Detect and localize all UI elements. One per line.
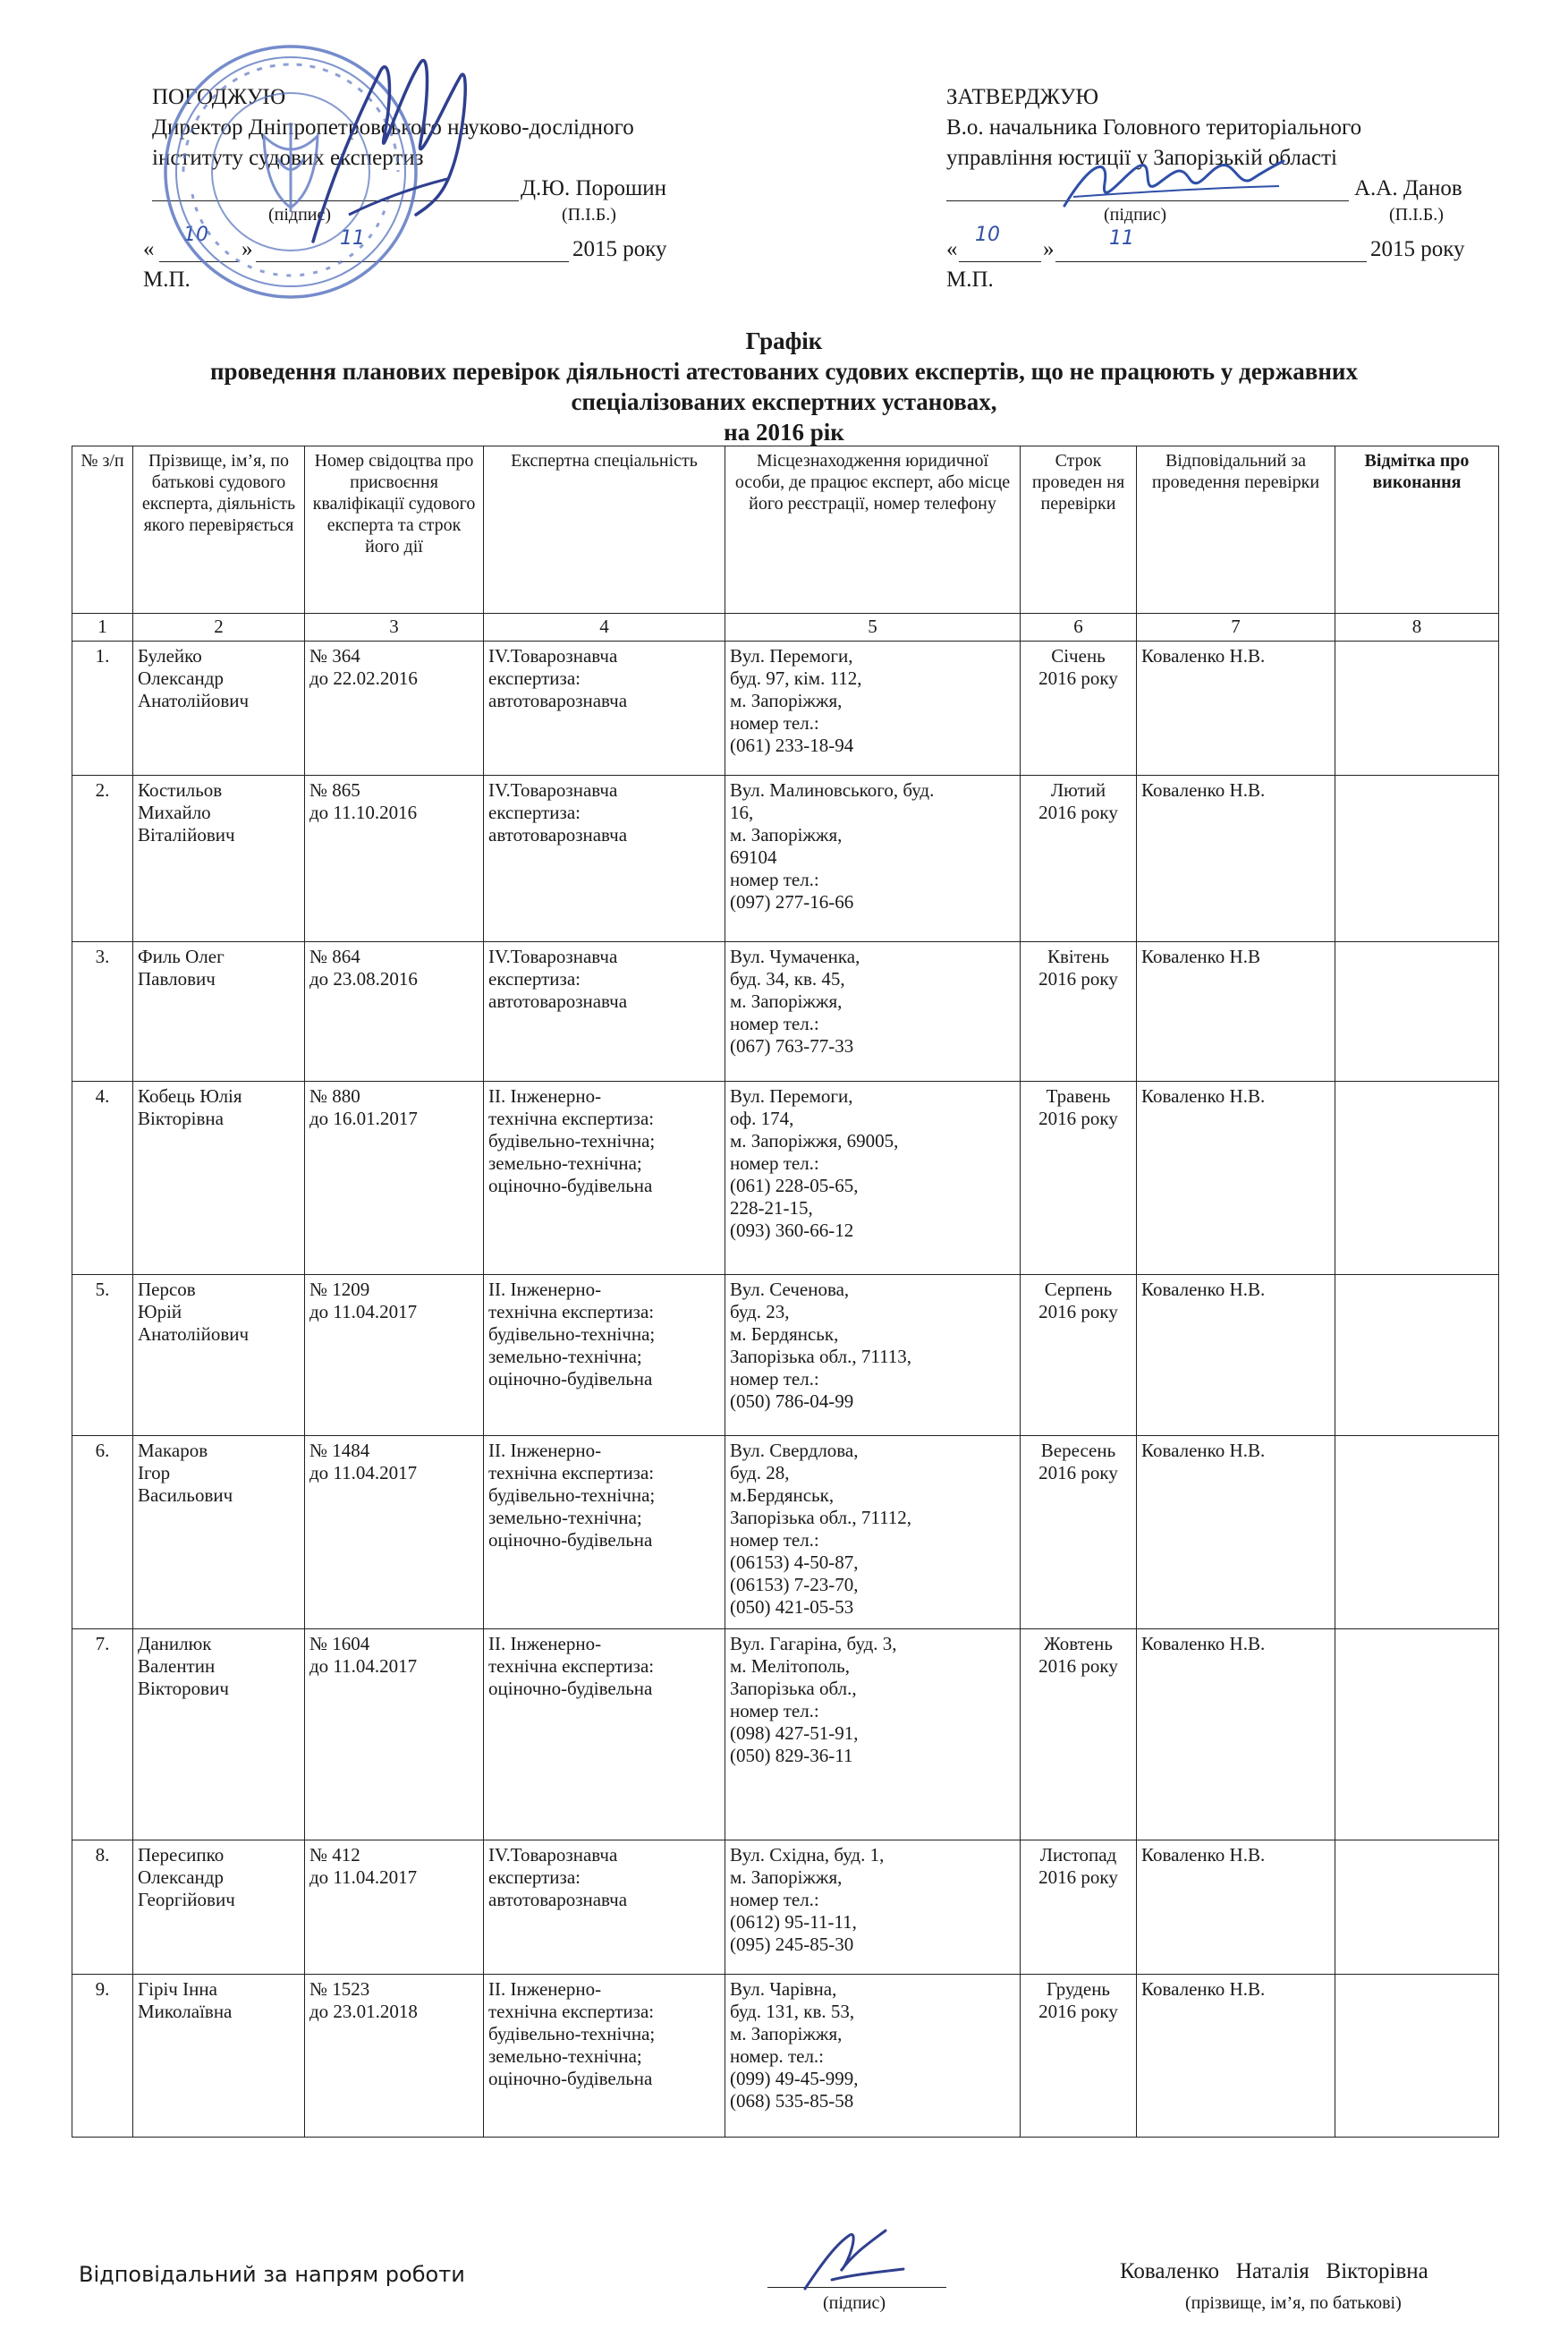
row-number-cell: 9. (72, 1975, 133, 2138)
responsible-cell: Коваленко Н.В (1137, 942, 1335, 1082)
approve-right-name-caption: (П.І.Б.) (1389, 205, 1444, 225)
approve-right-signature-caption: (підпис) (1104, 205, 1167, 225)
row-number-cell: 7. (72, 1629, 133, 1840)
responsible-cell: Коваленко Н.В. (1137, 776, 1335, 942)
footer-signature-caption: (підпис) (823, 2293, 886, 2313)
table-body (72, 642, 1499, 2138)
table-row (72, 1975, 1499, 2138)
approve-left-heading: ПОГОДЖУЮ (152, 85, 286, 109)
expert-name-cell: Гіріч Інна Миколаївна (133, 1975, 305, 2138)
column-number: 7 (1137, 614, 1335, 642)
row-number-cell: 1. (72, 642, 133, 776)
responsible-cell: Коваленко Н.В. (1137, 1629, 1335, 1840)
term-cell: Серпень 2016 року (1021, 1275, 1137, 1436)
approve-right-day-line (959, 261, 1041, 262)
term-cell: Грудень 2016 року (1021, 1975, 1137, 2138)
term-cell: Жовтень 2016 року (1021, 1629, 1137, 1840)
certificate-cell: № 364 до 22.02.2016 (305, 642, 484, 776)
table-row (72, 1629, 1499, 1840)
certificate-cell: № 1604 до 11.04.2017 (305, 1629, 484, 1840)
term-cell: Січень 2016 року (1021, 642, 1137, 776)
approve-right-date-mid: » (1043, 237, 1055, 261)
expert-name-cell: Кобець Юлія Вікторівна (133, 1082, 305, 1275)
document-title: Графік (745, 327, 823, 354)
expert-name-cell: Макаров Ігор Васильович (133, 1436, 305, 1629)
inspection-schedule-table (72, 446, 1499, 2138)
certificate-cell: № 412 до 11.04.2017 (305, 1840, 484, 1975)
term-cell: Лютий 2016 року (1021, 776, 1137, 942)
specialty-cell: ІV.Товарознавча експертиза: автотоварознавча (484, 776, 725, 942)
address-cell: Вул. Сеченова, буд. 23, м. Бердянськ, Запорізька обл., 71113, номер тел.: (050) 786-04-99 (725, 1275, 1021, 1436)
document-subtitle-line1: проведення планових перевірок діяльності атестованих судових експертів, що не працюють у державних (210, 358, 1358, 385)
header-specialty: Експертна спеціальність (484, 446, 725, 614)
header-number: № з/п (72, 446, 133, 614)
certificate-cell: № 865 до 11.10.2016 (305, 776, 484, 942)
approve-right-month-line (1055, 261, 1367, 262)
table-row (72, 1840, 1499, 1975)
address-cell: Вул. Малиновського, буд. 16, м. Запоріжжя, 69104 номер тел.: (097) 277-16-66 (725, 776, 1021, 942)
header-address: Місцезнаходження юридичної особи, де працює експерт, або місце його реєстрації, номер телефону (725, 446, 1021, 614)
footer-signature-icon (787, 2217, 921, 2298)
completion-mark-cell (1335, 776, 1499, 942)
responsible-cell: Коваленко Н.В. (1137, 1082, 1335, 1275)
certificate-cell: № 880 до 16.01.2017 (305, 1082, 484, 1275)
table-row (72, 642, 1499, 776)
completion-mark-cell (1335, 1436, 1499, 1629)
completion-mark-cell (1335, 942, 1499, 1082)
table-row (72, 1436, 1499, 1629)
table-row (72, 1275, 1499, 1436)
expert-name-cell: Костильов Михайло Віталійович (133, 776, 305, 942)
approve-right-date-day: 10 (975, 224, 1000, 246)
table-row (72, 942, 1499, 1082)
term-cell: Листопад 2016 року (1021, 1840, 1137, 1975)
completion-mark-cell (1335, 1840, 1499, 1975)
specialty-cell: ІІ. Інженерно- технічна експертиза: будівельно-технічна; земельно-технічна; оціночно-будівельна (484, 1436, 725, 1629)
footer-responsible-name: Коваленко Наталія Вікторівна (1120, 2259, 1428, 2283)
footer-responsible-label: Відповідальний за напрям роботи (79, 2262, 465, 2287)
approve-left-line2: інституту судових експертиз (152, 146, 424, 170)
certificate-cell: № 1209 до 11.04.2017 (305, 1275, 484, 1436)
column-number-row (72, 614, 1499, 642)
expert-name-cell: Персов Юрій Анатолійович (133, 1275, 305, 1436)
column-number: 4 (484, 614, 725, 642)
column-number: 6 (1021, 614, 1137, 642)
header-expert-name: Прізвище, ім’я, по батькові судового експерта, діяльність якого перевіряється (133, 446, 305, 614)
expert-name-cell: Пересипко Олександр Георгійович (133, 1840, 305, 1975)
specialty-cell: ІІ. Інженерно- технічна експертиза: будівельно-технічна; земельно-технічна; оціночно-будівельна (484, 1975, 725, 2138)
specialty-cell: ІІ. Інженерно- технічна експертиза: будівельно-технічна; земельно-технічна; оціночно-будівельна (484, 1275, 725, 1436)
approve-right-date-year: 2015 року (1370, 237, 1465, 261)
address-cell: Вул. Перемоги, оф. 174, м. Запоріжжя, 69005, номер тел.: (061) 228-05-65, 228-21-15, (093) 360-66-12 (725, 1082, 1021, 1275)
approve-right-name: А.А. Данов (1354, 176, 1462, 200)
row-number-cell: 2. (72, 776, 133, 942)
column-number: 8 (1335, 614, 1499, 642)
expert-name-cell: Булейко Олександр Анатолійович (133, 642, 305, 776)
row-number-cell: 8. (72, 1840, 133, 1975)
responsible-cell: Коваленко Н.В. (1137, 1275, 1335, 1436)
approve-left-date-day: 10 (183, 224, 208, 246)
specialty-cell: ІV.Товарознавча експертиза: автотоварознавча (484, 942, 725, 1082)
responsible-cell: Коваленко Н.В. (1137, 1436, 1335, 1629)
certificate-cell: № 1523 до 23.01.2018 (305, 1975, 484, 2138)
completion-mark-cell (1335, 1082, 1499, 1275)
address-cell: Вул. Східна, буд. 1, м. Запоріжжя, номер тел.: (0612) 95-11-11, (095) 245-85-30 (725, 1840, 1021, 1975)
responsible-cell: Коваленко Н.В. (1137, 642, 1335, 776)
column-number: 5 (725, 614, 1021, 642)
approve-left-date-mid: » (242, 237, 253, 261)
approve-right-heading: ЗАТВЕРДЖУЮ (946, 85, 1099, 109)
term-cell: Квітень 2016 року (1021, 942, 1137, 1082)
approve-right-date-open: « (946, 237, 958, 261)
approve-left-date-month: 11 (340, 227, 365, 250)
header-certificate: Номер свідоцтва про присвоєння кваліфікації судового експерта та строк його дії (305, 446, 484, 614)
address-cell: Вул. Перемоги, буд. 97, кім. 112, м. Запоріжжя, номер тел.: (061) 233-18-94 (725, 642, 1021, 776)
column-number: 2 (133, 614, 305, 642)
column-number: 1 (72, 614, 133, 642)
approve-left-date-year: 2015 року (572, 237, 667, 261)
completion-mark-cell (1335, 1275, 1499, 1436)
header-completion-mark: Відмітка про виконання (1335, 446, 1499, 614)
table-header-row (72, 446, 1499, 614)
certificate-cell: № 864 до 23.08.2016 (305, 942, 484, 1082)
approve-right-line2: управління юстиції у Запорізькій області (946, 146, 1337, 170)
approve-left-date-open: « (143, 237, 155, 261)
header-responsible: Відповідальний за проведення перевірки (1137, 446, 1335, 614)
row-number-cell: 5. (72, 1275, 133, 1436)
approve-right-line1: В.о. начальника Головного територіального (946, 115, 1362, 140)
header-term: Строк проведен ня перевірки (1021, 446, 1137, 614)
address-cell: Вул. Свердлова, буд. 28, м.Бердянськ, Запорізька обл., 71112, номер тел.: (06153) 4-50-87, (06153) 7-23-70, (050) 421-05-53 (725, 1436, 1021, 1629)
completion-mark-cell (1335, 1629, 1499, 1840)
responsible-cell: Коваленко Н.В. (1137, 1975, 1335, 2138)
right-signature-icon (1055, 143, 1288, 224)
term-cell: Травень 2016 року (1021, 1082, 1137, 1275)
approve-right-date-month: 11 (1109, 227, 1134, 250)
completion-mark-cell (1335, 1975, 1499, 2138)
specialty-cell: ІІ. Інженерно- технічна експертиза: будівельно-технічна; земельно-технічна; оціночно-будівельна (484, 1082, 725, 1275)
approve-left-line1: Директор Дніпропетровського науково-дослідного (152, 115, 634, 140)
address-cell: Вул. Гагаріна, буд. 3, м. Мелітополь, Запорізька обл., номер тел.: (098) 427-51-91, (050) 829-36-11 (725, 1629, 1021, 1840)
expert-name-cell: Данилюк Валентин Вікторович (133, 1629, 305, 1840)
left-signature-icon (295, 36, 501, 259)
address-cell: Вул. Чумаченка, буд. 34, кв. 45, м. Запоріжжя, номер тел.: (067) 763-77-33 (725, 942, 1021, 1082)
approve-left-stamp-label: М.П. (143, 268, 191, 292)
specialty-cell: ІV.Товарознавча експертиза: автотоварознавча (484, 1840, 725, 1975)
document-subtitle-line3: на 2016 рік (724, 419, 844, 446)
row-number-cell: 3. (72, 942, 133, 1082)
row-number-cell: 6. (72, 1436, 133, 1629)
table-row (72, 776, 1499, 942)
completion-mark-cell (1335, 642, 1499, 776)
approve-left-name-caption: (П.І.Б.) (562, 205, 616, 225)
approve-left-signature-caption: (підпис) (268, 205, 332, 225)
expert-name-cell: Филь Олег Павлович (133, 942, 305, 1082)
table-row (72, 1082, 1499, 1275)
term-cell: Вересень 2016 року (1021, 1436, 1137, 1629)
address-cell: Вул. Чарівна, буд. 131, кв. 53, м. Запоріжжя, номер. тел.: (099) 49-45-999, (068) 535-85-58 (725, 1975, 1021, 2138)
document-subtitle-line2: спеціалізованих експертних установах, (571, 388, 997, 415)
column-number: 3 (305, 614, 484, 642)
specialty-cell: ІІ. Інженерно- технічна експертиза: оціночно-будівельна (484, 1629, 725, 1840)
responsible-cell: Коваленко Н.В. (1137, 1840, 1335, 1975)
specialty-cell: ІV.Товарознавча експертиза: автотоварознавча (484, 642, 725, 776)
approve-right-stamp-label: М.П. (946, 268, 994, 292)
row-number-cell: 4. (72, 1082, 133, 1275)
certificate-cell: № 1484 до 11.04.2017 (305, 1436, 484, 1629)
approve-left-name: Д.Ю. Порошин (521, 176, 667, 200)
footer-name-caption: (прізвище, ім’я, по батькові) (1185, 2293, 1402, 2313)
